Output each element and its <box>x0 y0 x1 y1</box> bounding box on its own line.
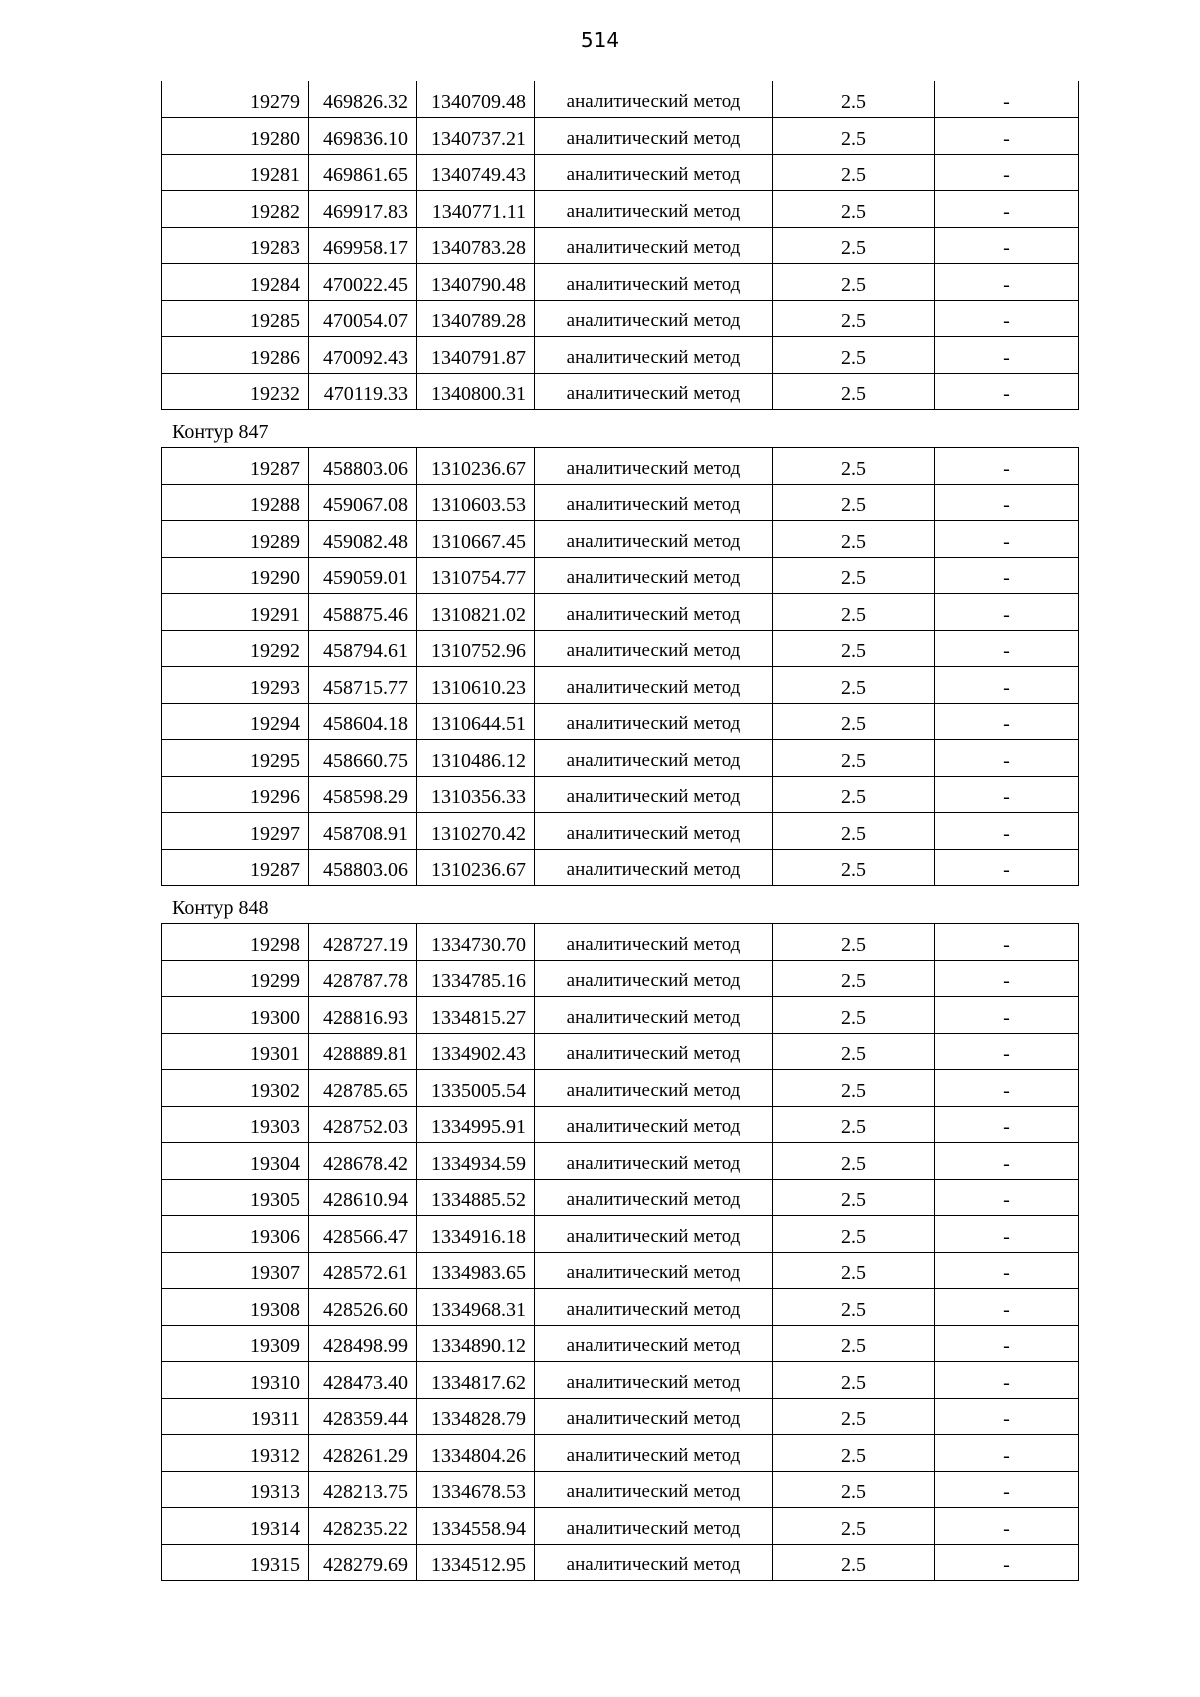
point-number-cell: 19232 <box>162 373 309 410</box>
point-number-cell: 19281 <box>162 154 309 191</box>
table-row <box>162 1216 1079 1253</box>
table-row <box>162 1362 1079 1399</box>
method-cell: аналитический метод <box>535 1033 773 1070</box>
y-coordinate-cell: 1334916.18 <box>417 1216 535 1253</box>
y-coordinate-cell: 1310603.53 <box>417 484 535 521</box>
description-cell: - <box>935 594 1079 631</box>
x-coordinate-cell: 469958.17 <box>309 227 417 264</box>
point-number-cell: 19311 <box>162 1398 309 1435</box>
description-cell: - <box>935 484 1079 521</box>
accuracy-cell: 2.5 <box>773 960 935 997</box>
description-cell: - <box>935 849 1079 886</box>
table-row <box>162 630 1079 667</box>
accuracy-cell: 2.5 <box>773 1033 935 1070</box>
method-cell: аналитический метод <box>535 1435 773 1472</box>
point-number-cell: 19302 <box>162 1070 309 1107</box>
table-row <box>162 1325 1079 1362</box>
table-row <box>162 594 1079 631</box>
description-cell: - <box>935 1289 1079 1326</box>
accuracy-cell: 2.5 <box>773 1362 935 1399</box>
method-cell: аналитический метод <box>535 630 773 667</box>
table-row <box>162 448 1079 485</box>
point-number-cell: 19291 <box>162 594 309 631</box>
description-cell: - <box>935 776 1079 813</box>
x-coordinate-cell: 458794.61 <box>309 630 417 667</box>
method-cell: аналитический метод <box>535 1544 773 1581</box>
table-row <box>162 924 1079 961</box>
y-coordinate-cell: 1334730.70 <box>417 924 535 961</box>
point-number-cell: 19289 <box>162 521 309 558</box>
x-coordinate-cell: 428816.93 <box>309 997 417 1034</box>
method-cell: аналитический метод <box>535 813 773 850</box>
method-cell: аналитический метод <box>535 1398 773 1435</box>
method-cell: аналитический метод <box>535 300 773 337</box>
point-number-cell: 19293 <box>162 667 309 704</box>
y-coordinate-cell: 1340771.11 <box>417 191 535 228</box>
x-coordinate-cell: 469826.32 <box>309 81 417 118</box>
accuracy-cell: 2.5 <box>773 300 935 337</box>
table-row <box>162 1252 1079 1289</box>
description-cell: - <box>935 1471 1079 1508</box>
point-number-cell: 19279 <box>162 81 309 118</box>
description-cell: - <box>935 1106 1079 1143</box>
y-coordinate-cell: 1310667.45 <box>417 521 535 558</box>
table-row <box>162 557 1079 594</box>
method-cell: аналитический метод <box>535 484 773 521</box>
description-cell: - <box>935 1508 1079 1545</box>
table-row <box>162 1033 1079 1070</box>
method-cell: аналитический метод <box>535 924 773 961</box>
accuracy-cell: 2.5 <box>773 630 935 667</box>
point-number-cell: 19284 <box>162 264 309 301</box>
accuracy-cell: 2.5 <box>773 1398 935 1435</box>
table-row <box>162 1398 1079 1435</box>
description-cell: - <box>935 337 1079 374</box>
x-coordinate-cell: 459059.01 <box>309 557 417 594</box>
description-cell: - <box>935 227 1079 264</box>
table-row <box>162 960 1079 997</box>
point-number-cell: 19314 <box>162 1508 309 1545</box>
x-coordinate-cell: 428752.03 <box>309 1106 417 1143</box>
description-cell: - <box>935 1033 1079 1070</box>
accuracy-cell: 2.5 <box>773 997 935 1034</box>
point-number-cell: 19292 <box>162 630 309 667</box>
point-number-cell: 19303 <box>162 1106 309 1143</box>
y-coordinate-cell: 1340783.28 <box>417 227 535 264</box>
accuracy-cell: 2.5 <box>773 1106 935 1143</box>
table-row <box>162 1070 1079 1107</box>
y-coordinate-cell: 1334512.95 <box>417 1544 535 1581</box>
x-coordinate-cell: 470022.45 <box>309 264 417 301</box>
table-row <box>162 154 1079 191</box>
y-coordinate-cell: 1310752.96 <box>417 630 535 667</box>
point-number-cell: 19280 <box>162 118 309 155</box>
table-row <box>162 227 1079 264</box>
description-cell: - <box>935 1070 1079 1107</box>
method-cell: аналитический метод <box>535 1325 773 1362</box>
accuracy-cell: 2.5 <box>773 1544 935 1581</box>
description-cell: - <box>935 1179 1079 1216</box>
point-number-cell: 19288 <box>162 484 309 521</box>
coordinates-table <box>161 923 1079 1581</box>
point-number-cell: 19285 <box>162 300 309 337</box>
x-coordinate-cell: 458660.75 <box>309 740 417 777</box>
description-cell: - <box>935 264 1079 301</box>
x-coordinate-cell: 428261.29 <box>309 1435 417 1472</box>
x-coordinate-cell: 428787.78 <box>309 960 417 997</box>
point-number-cell: 19306 <box>162 1216 309 1253</box>
method-cell: аналитический метод <box>535 1106 773 1143</box>
accuracy-cell: 2.5 <box>773 1289 935 1326</box>
description-cell: - <box>935 300 1079 337</box>
x-coordinate-cell: 469917.83 <box>309 191 417 228</box>
table-row <box>162 1106 1079 1143</box>
table-row <box>162 1471 1079 1508</box>
table-row <box>162 740 1079 777</box>
method-cell: аналитический метод <box>535 264 773 301</box>
description-cell: - <box>935 1252 1079 1289</box>
y-coordinate-cell: 1340790.48 <box>417 264 535 301</box>
point-number-cell: 19313 <box>162 1471 309 1508</box>
accuracy-cell: 2.5 <box>773 776 935 813</box>
accuracy-cell: 2.5 <box>773 337 935 374</box>
y-coordinate-cell: 1335005.54 <box>417 1070 535 1107</box>
table-row <box>162 521 1079 558</box>
description-cell: - <box>935 1362 1079 1399</box>
accuracy-cell: 2.5 <box>773 154 935 191</box>
description-cell: - <box>935 1544 1079 1581</box>
method-cell: аналитический метод <box>535 1252 773 1289</box>
description-cell: - <box>935 813 1079 850</box>
point-number-cell: 19298 <box>162 924 309 961</box>
description-cell: - <box>935 667 1079 704</box>
point-number-cell: 19312 <box>162 1435 309 1472</box>
accuracy-cell: 2.5 <box>773 1471 935 1508</box>
accuracy-cell: 2.5 <box>773 703 935 740</box>
accuracy-cell: 2.5 <box>773 667 935 704</box>
method-cell: аналитический метод <box>535 337 773 374</box>
coordinates-document <box>161 81 1078 1581</box>
y-coordinate-cell: 1334934.59 <box>417 1143 535 1180</box>
x-coordinate-cell: 458803.06 <box>309 849 417 886</box>
method-cell: аналитический метод <box>535 448 773 485</box>
point-number-cell: 19305 <box>162 1179 309 1216</box>
description-cell: - <box>935 924 1079 961</box>
y-coordinate-cell: 1334817.62 <box>417 1362 535 1399</box>
table-row <box>162 264 1079 301</box>
accuracy-cell: 2.5 <box>773 81 935 118</box>
point-number-cell: 19315 <box>162 1544 309 1581</box>
y-coordinate-cell: 1310270.42 <box>417 813 535 850</box>
y-coordinate-cell: 1334968.31 <box>417 1289 535 1326</box>
accuracy-cell: 2.5 <box>773 264 935 301</box>
x-coordinate-cell: 470119.33 <box>309 373 417 410</box>
accuracy-cell: 2.5 <box>773 924 935 961</box>
x-coordinate-cell: 469861.65 <box>309 154 417 191</box>
accuracy-cell: 2.5 <box>773 1325 935 1362</box>
x-coordinate-cell: 428279.69 <box>309 1544 417 1581</box>
accuracy-cell: 2.5 <box>773 1435 935 1472</box>
table-row <box>162 484 1079 521</box>
point-number-cell: 19307 <box>162 1252 309 1289</box>
y-coordinate-cell: 1310486.12 <box>417 740 535 777</box>
description-cell: - <box>935 1143 1079 1180</box>
description-cell: - <box>935 1216 1079 1253</box>
x-coordinate-cell: 428678.42 <box>309 1143 417 1180</box>
y-coordinate-cell: 1310610.23 <box>417 667 535 704</box>
description-cell: - <box>935 557 1079 594</box>
y-coordinate-cell: 1310821.02 <box>417 594 535 631</box>
description-cell: - <box>935 740 1079 777</box>
point-number-cell: 19295 <box>162 740 309 777</box>
method-cell: аналитический метод <box>535 594 773 631</box>
x-coordinate-cell: 428498.99 <box>309 1325 417 1362</box>
x-coordinate-cell: 428785.65 <box>309 1070 417 1107</box>
x-coordinate-cell: 469836.10 <box>309 118 417 155</box>
table-row <box>162 1179 1079 1216</box>
table-row <box>162 1435 1079 1472</box>
point-number-cell: 19297 <box>162 813 309 850</box>
y-coordinate-cell: 1340789.28 <box>417 300 535 337</box>
point-number-cell: 19301 <box>162 1033 309 1070</box>
accuracy-cell: 2.5 <box>773 1179 935 1216</box>
accuracy-cell: 2.5 <box>773 484 935 521</box>
y-coordinate-cell: 1334785.16 <box>417 960 535 997</box>
method-cell: аналитический метод <box>535 1289 773 1326</box>
method-cell: аналитический метод <box>535 776 773 813</box>
y-coordinate-cell: 1340749.43 <box>417 154 535 191</box>
point-number-cell: 19310 <box>162 1362 309 1399</box>
accuracy-cell: 2.5 <box>773 813 935 850</box>
x-coordinate-cell: 428610.94 <box>309 1179 417 1216</box>
x-coordinate-cell: 428235.22 <box>309 1508 417 1545</box>
method-cell: аналитический метод <box>535 1362 773 1399</box>
method-cell: аналитический метод <box>535 703 773 740</box>
y-coordinate-cell: 1334678.53 <box>417 1471 535 1508</box>
table-row <box>162 1508 1079 1545</box>
table-row <box>162 1544 1079 1581</box>
point-number-cell: 19304 <box>162 1143 309 1180</box>
method-cell: аналитический метод <box>535 1216 773 1253</box>
y-coordinate-cell: 1340709.48 <box>417 81 535 118</box>
accuracy-cell: 2.5 <box>773 521 935 558</box>
point-number-cell: 19282 <box>162 191 309 228</box>
table-row <box>162 337 1079 374</box>
y-coordinate-cell: 1310236.67 <box>417 448 535 485</box>
x-coordinate-cell: 459082.48 <box>309 521 417 558</box>
y-coordinate-cell: 1334885.52 <box>417 1179 535 1216</box>
accuracy-cell: 2.5 <box>773 373 935 410</box>
method-cell: аналитический метод <box>535 849 773 886</box>
method-cell: аналитический метод <box>535 1471 773 1508</box>
description-cell: - <box>935 154 1079 191</box>
accuracy-cell: 2.5 <box>773 1252 935 1289</box>
point-number-cell: 19286 <box>162 337 309 374</box>
accuracy-cell: 2.5 <box>773 1216 935 1253</box>
method-cell: аналитический метод <box>535 557 773 594</box>
x-coordinate-cell: 458803.06 <box>309 448 417 485</box>
description-cell: - <box>935 191 1079 228</box>
y-coordinate-cell: 1334995.91 <box>417 1106 535 1143</box>
method-cell: аналитический метод <box>535 81 773 118</box>
accuracy-cell: 2.5 <box>773 849 935 886</box>
point-number-cell: 19309 <box>162 1325 309 1362</box>
table-row <box>162 81 1079 118</box>
point-number-cell: 19296 <box>162 776 309 813</box>
description-cell: - <box>935 703 1079 740</box>
y-coordinate-cell: 1310644.51 <box>417 703 535 740</box>
description-cell: - <box>935 118 1079 155</box>
description-cell: - <box>935 960 1079 997</box>
method-cell: аналитический метод <box>535 1070 773 1107</box>
method-cell: аналитический метод <box>535 960 773 997</box>
x-coordinate-cell: 458598.29 <box>309 776 417 813</box>
y-coordinate-cell: 1310236.67 <box>417 849 535 886</box>
x-coordinate-cell: 428473.40 <box>309 1362 417 1399</box>
y-coordinate-cell: 1334902.43 <box>417 1033 535 1070</box>
accuracy-cell: 2.5 <box>773 1070 935 1107</box>
x-coordinate-cell: 428526.60 <box>309 1289 417 1326</box>
x-coordinate-cell: 428359.44 <box>309 1398 417 1435</box>
description-cell: - <box>935 630 1079 667</box>
point-number-cell: 19300 <box>162 997 309 1034</box>
table-row <box>162 191 1079 228</box>
accuracy-cell: 2.5 <box>773 227 935 264</box>
x-coordinate-cell: 459067.08 <box>309 484 417 521</box>
description-cell: - <box>935 373 1079 410</box>
point-number-cell: 19287 <box>162 448 309 485</box>
method-cell: аналитический метод <box>535 191 773 228</box>
description-cell: - <box>935 1325 1079 1362</box>
contour-heading: Контур 847 <box>172 421 269 443</box>
accuracy-cell: 2.5 <box>773 594 935 631</box>
table-row <box>162 300 1079 337</box>
y-coordinate-cell: 1334983.65 <box>417 1252 535 1289</box>
y-coordinate-cell: 1334558.94 <box>417 1508 535 1545</box>
x-coordinate-cell: 458708.91 <box>309 813 417 850</box>
method-cell: аналитический метод <box>535 118 773 155</box>
y-coordinate-cell: 1334890.12 <box>417 1325 535 1362</box>
accuracy-cell: 2.5 <box>773 448 935 485</box>
method-cell: аналитический метод <box>535 521 773 558</box>
table-row <box>162 667 1079 704</box>
point-number-cell: 19308 <box>162 1289 309 1326</box>
x-coordinate-cell: 428566.47 <box>309 1216 417 1253</box>
description-cell: - <box>935 1435 1079 1472</box>
table-row <box>162 118 1079 155</box>
method-cell: аналитический метод <box>535 667 773 704</box>
point-number-cell: 19287 <box>162 849 309 886</box>
y-coordinate-cell: 1310754.77 <box>417 557 535 594</box>
table-row <box>162 997 1079 1034</box>
x-coordinate-cell: 470092.43 <box>309 337 417 374</box>
page-number: 514 <box>580 28 620 52</box>
y-coordinate-cell: 1340800.31 <box>417 373 535 410</box>
y-coordinate-cell: 1334804.26 <box>417 1435 535 1472</box>
point-number-cell: 19290 <box>162 557 309 594</box>
x-coordinate-cell: 428889.81 <box>309 1033 417 1070</box>
description-cell: - <box>935 521 1079 558</box>
description-cell: - <box>935 81 1079 118</box>
method-cell: аналитический метод <box>535 1143 773 1180</box>
point-number-cell: 19294 <box>162 703 309 740</box>
method-cell: аналитический метод <box>535 227 773 264</box>
description-cell: - <box>935 1398 1079 1435</box>
table-row <box>162 703 1079 740</box>
x-coordinate-cell: 458875.46 <box>309 594 417 631</box>
y-coordinate-cell: 1334815.27 <box>417 997 535 1034</box>
point-number-cell: 19299 <box>162 960 309 997</box>
table-row <box>162 849 1079 886</box>
y-coordinate-cell: 1340791.87 <box>417 337 535 374</box>
method-cell: аналитический метод <box>535 1508 773 1545</box>
method-cell: аналитический метод <box>535 740 773 777</box>
method-cell: аналитический метод <box>535 1179 773 1216</box>
table-row <box>162 1289 1079 1326</box>
y-coordinate-cell: 1334828.79 <box>417 1398 535 1435</box>
method-cell: аналитический метод <box>535 997 773 1034</box>
y-coordinate-cell: 1310356.33 <box>417 776 535 813</box>
accuracy-cell: 2.5 <box>773 1143 935 1180</box>
method-cell: аналитический метод <box>535 154 773 191</box>
y-coordinate-cell: 1340737.21 <box>417 118 535 155</box>
description-cell: - <box>935 448 1079 485</box>
coordinates-table <box>161 81 1079 410</box>
x-coordinate-cell: 470054.07 <box>309 300 417 337</box>
x-coordinate-cell: 428727.19 <box>309 924 417 961</box>
table-row <box>162 373 1079 410</box>
table-row <box>162 1143 1079 1180</box>
method-cell: аналитический метод <box>535 373 773 410</box>
accuracy-cell: 2.5 <box>773 191 935 228</box>
accuracy-cell: 2.5 <box>773 557 935 594</box>
accuracy-cell: 2.5 <box>773 1508 935 1545</box>
table-row <box>162 776 1079 813</box>
x-coordinate-cell: 428572.61 <box>309 1252 417 1289</box>
table-row <box>162 813 1079 850</box>
description-cell: - <box>935 997 1079 1034</box>
x-coordinate-cell: 458715.77 <box>309 667 417 704</box>
accuracy-cell: 2.5 <box>773 740 935 777</box>
x-coordinate-cell: 428213.75 <box>309 1471 417 1508</box>
point-number-cell: 19283 <box>162 227 309 264</box>
coordinates-table <box>161 447 1079 886</box>
accuracy-cell: 2.5 <box>773 118 935 155</box>
contour-heading: Контур 848 <box>172 897 269 919</box>
x-coordinate-cell: 458604.18 <box>309 703 417 740</box>
